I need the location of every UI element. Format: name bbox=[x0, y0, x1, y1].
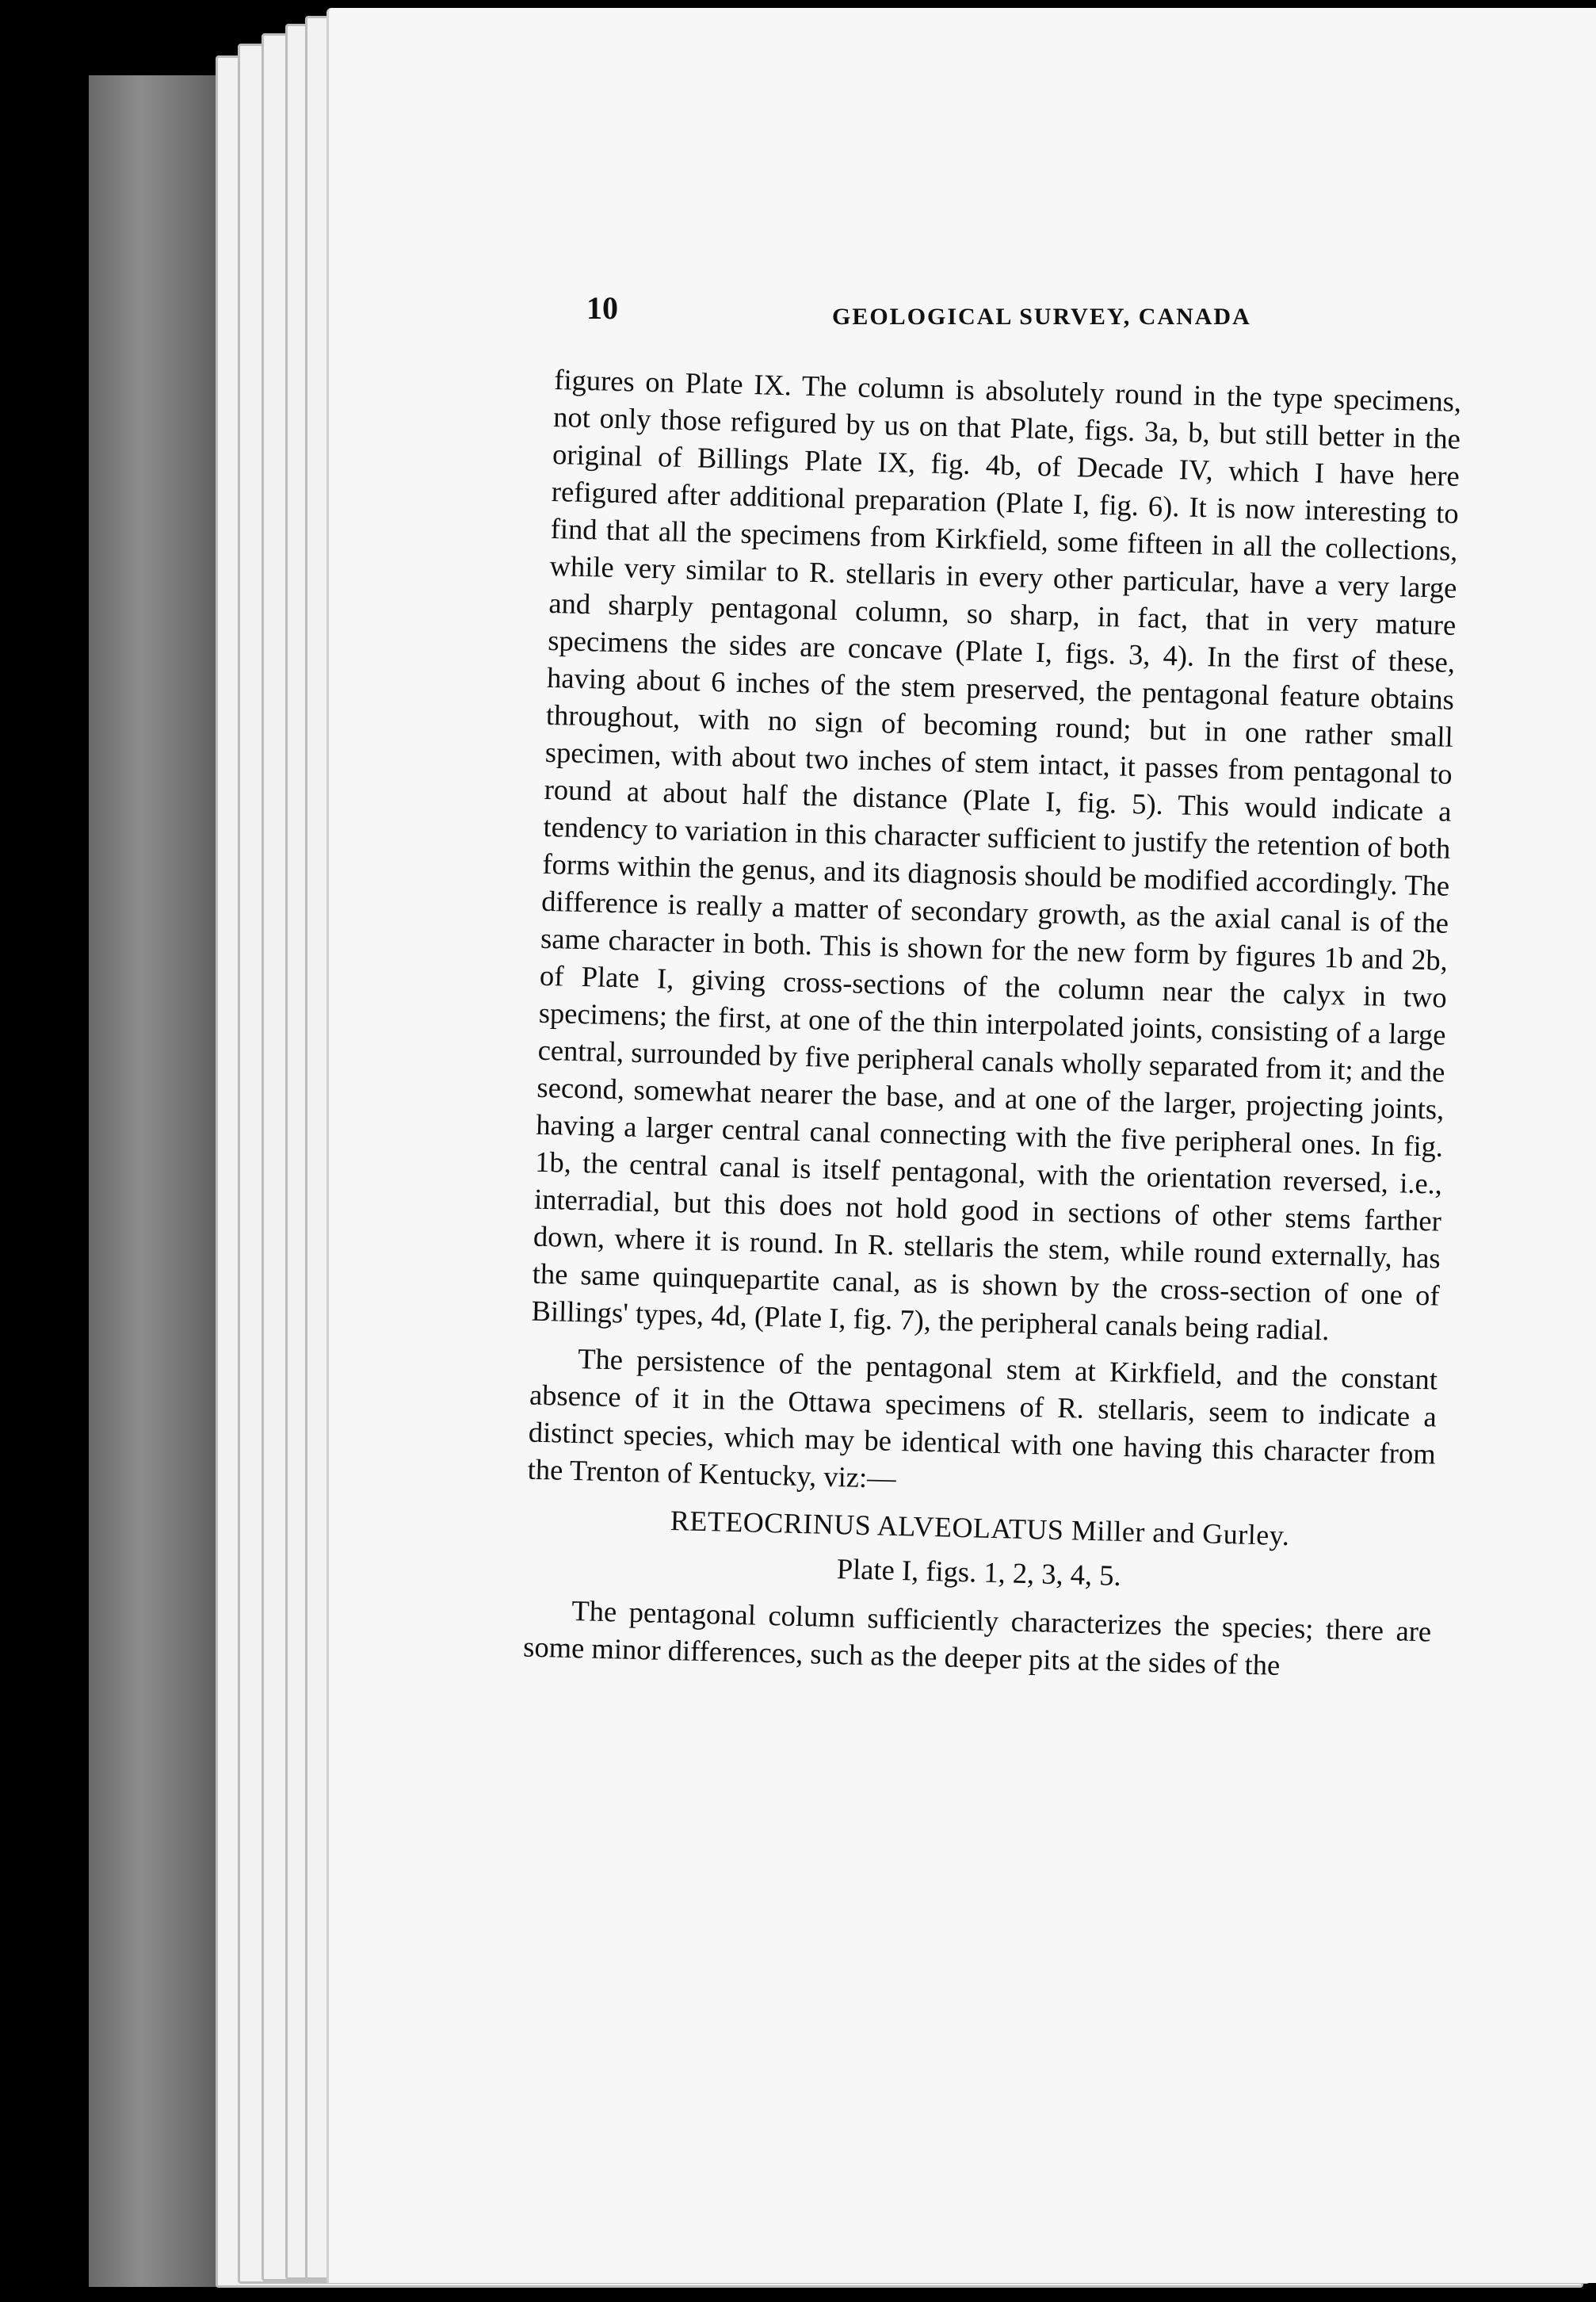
page-header bbox=[586, 289, 1474, 345]
species-heading: RETEOCRINUS ALVEOLATUS Miller and Gurley. bbox=[670, 1505, 1290, 1552]
page-body-text bbox=[522, 361, 1461, 1696]
plate-reference: Plate I, figs. 1, 2, 3, 4, 5. bbox=[836, 1552, 1122, 1592]
paragraph-3: The pentagonal column sufficiently characterizes the species; there are some minor differences, such as the deeper pits at the sides of the bbox=[522, 1594, 1432, 1681]
page-number: 10 bbox=[586, 290, 618, 326]
paragraph-1: figures on Plate IX. The column is absolutely round in the type specimens, not only those refigured by us on that Plate, figs. 3a, b, but still better in the original of Billings Plate IX, fig. 4b, of Decade IV, which I have here refigured after additional preparation (Plate I, fig. 6). It is now interesting to find that all the specimens from Kirkfield, some fifteen in all the collections, while very similar to R. stellaris in every other particular, have a very large and sharply pentagonal column, so sharp, in fact, that in very mature specimens the sides are concave (Plate I, figs. 3, 4). In the first of these, having about 6 inches of the stem preserved, the pentagonal feature obtains throughout, with no sign of becoming round; but in one rather small specimen, with about two inches of stem intact, it passes from pentagonal to round at about half the distance (Plate I, fig. 5). This would indicate a tendency to variation in this character sufficient to justify the retention of both forms within the genus, and its diagnosis should be modified accordingly. The difference is really a matter of secondary growth, as the axial canal is of the same character in both. This is shown for the new form by figures 1b and 2b, of Plate I, giving cross-sections of the column near the calyx in two specimens; the first, at one of the thin interpolated joints, consisting of a large central, surrounded by five peripheral canals wholly separated from it; and the second, somewhat nearer the base, and at one of the larger, projecting joints, having a larger central canal connecting with the five peripheral ones. In fig. 1b, the central canal is itself pentagonal, with the orientation reversed, i.e., interradial, but this does not hold good in sections of other stems farther down, where it is round. In R. stellaris the stem, while round externally, has the same quinquepartite canal, as is shown by the cross-section of one of Billings' types, 4d, (Plate I, fig. 7), the peripheral canals being radial. bbox=[531, 362, 1462, 1347]
running-head: GEOLOGICAL SURVEY, CANADA bbox=[832, 304, 1251, 330]
paragraph-2: The persistence of the pentagonal stem at Kirkfield, and the constant absence of it in the Ottawa specimens of R. stellaris, seem to indicate a distinct species, which may be identical with one having this character from the Trenton of Kentucky, viz:— bbox=[527, 1342, 1438, 1494]
